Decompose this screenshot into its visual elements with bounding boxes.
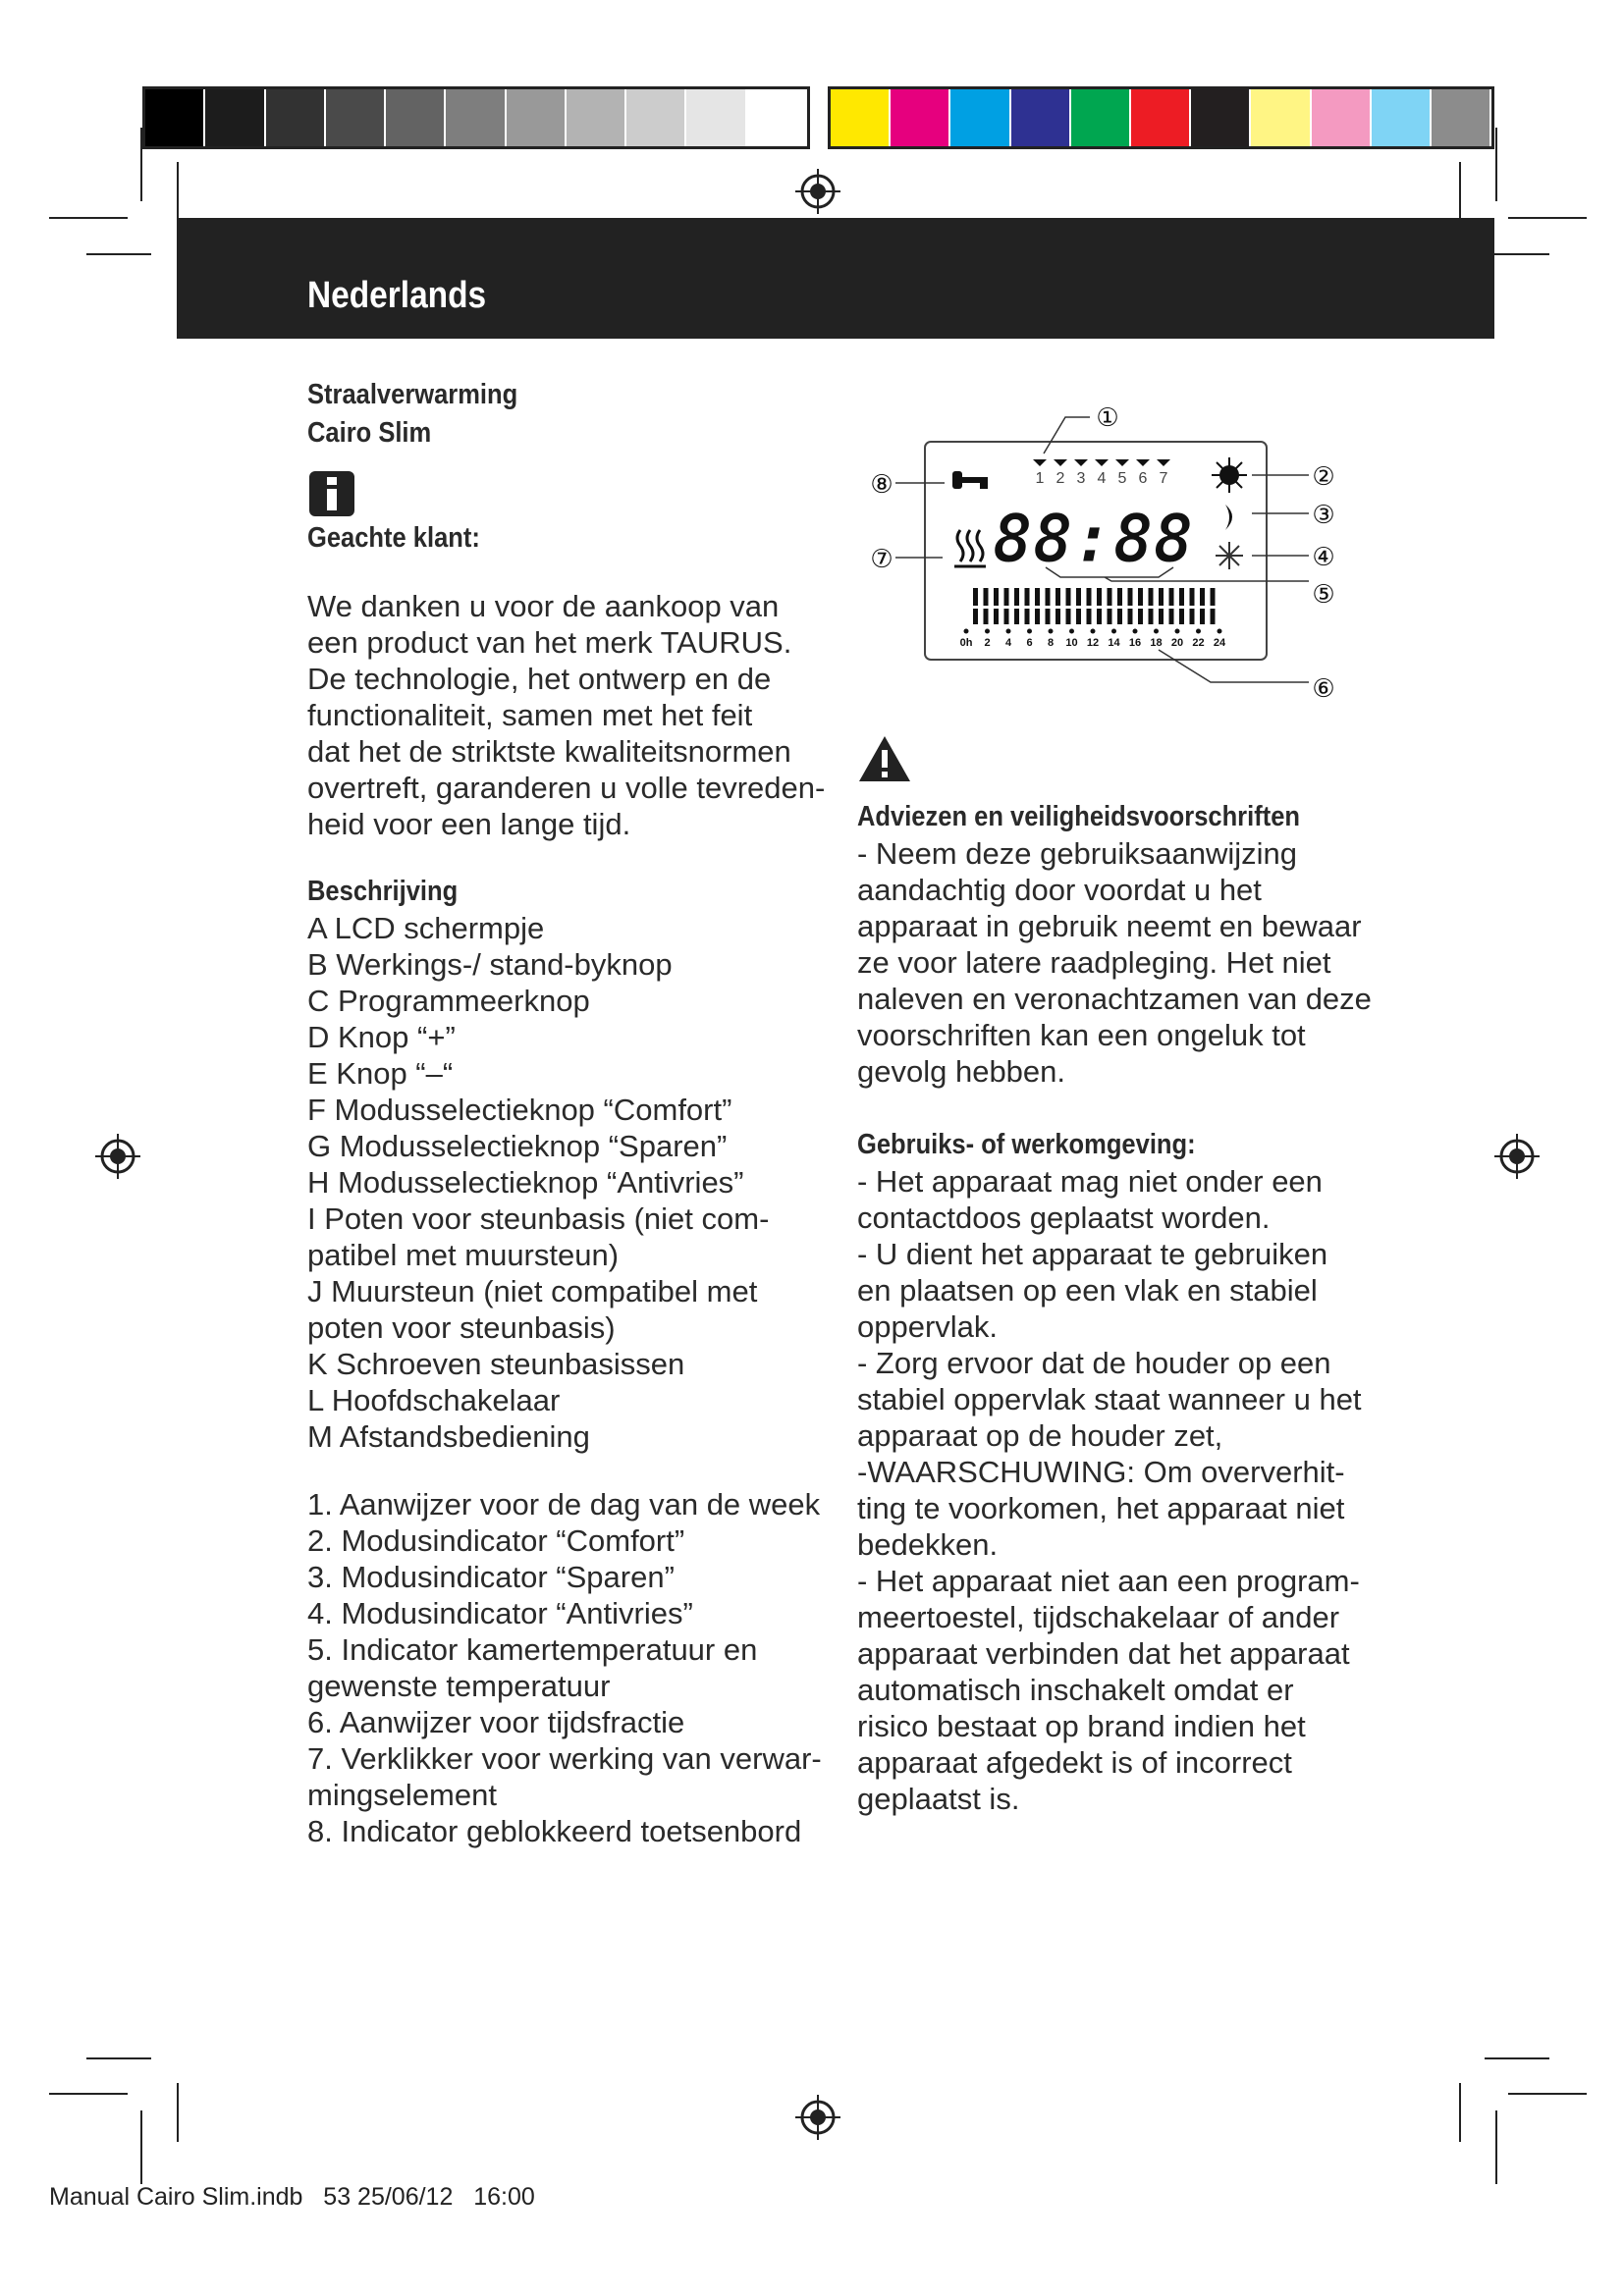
day-pointer-icon	[1033, 459, 1047, 466]
safety-line: gevolg hebben.	[857, 1054, 1066, 1089]
crop-mark	[1485, 2057, 1549, 2059]
time-segment	[1066, 588, 1071, 606]
crop-mark	[86, 2057, 151, 2059]
day-label: 3	[1076, 470, 1086, 487]
time-segment	[1004, 588, 1009, 606]
time-segment	[1117, 588, 1122, 606]
crop-mark	[140, 128, 142, 201]
parts-list-item: F Modusselectieknop “Comfort”	[307, 1093, 732, 1127]
lcd-diagram	[854, 393, 1365, 717]
safety-line: apparaat in gebruik neemt en bewaar	[857, 909, 1362, 943]
hour-label: 2	[984, 637, 991, 649]
hour-dot	[1154, 629, 1159, 634]
time-segment	[1190, 588, 1195, 606]
parts-list-item: H Modusselectieknop “Antivries”	[307, 1165, 744, 1200]
environment-line: - Het apparaat mag niet onder een	[857, 1164, 1323, 1199]
intro-line: heid voor een lange tijd.	[307, 807, 631, 841]
hour-label: 8	[1047, 637, 1055, 649]
color-swatch	[1191, 89, 1251, 146]
time-segment	[984, 588, 989, 606]
color-swatch	[747, 89, 807, 146]
time-segment	[1138, 588, 1143, 606]
safety-line: naleven en veronachtzamen van deze	[857, 982, 1372, 1016]
time-segment	[1097, 588, 1102, 606]
heating-icon	[954, 530, 986, 566]
indicator-list-item: 5. Indicator kamertemperatuur en	[307, 1632, 758, 1667]
callout-number: ③	[1312, 501, 1335, 530]
time-segment	[973, 609, 978, 624]
callout-number: ①	[1096, 403, 1119, 433]
hour-dot	[1218, 629, 1222, 634]
environment-line: automatisch inschakelt omdat er	[857, 1673, 1294, 1707]
time-segment	[1159, 588, 1164, 606]
hour-label: 24	[1213, 637, 1226, 649]
indicator-list-item: 4. Modusindicator “Antivries”	[307, 1596, 693, 1630]
hour-dot	[1069, 629, 1074, 634]
left-column	[307, 377, 826, 1849]
crop-mark	[140, 2110, 142, 2184]
indicator-list-item: 2. Modusindicator “Comfort”	[307, 1523, 685, 1558]
indicator-list-item: 6. Aanwijzer voor tijdsfractie	[307, 1705, 685, 1739]
day-label: 4	[1097, 470, 1107, 487]
time-segment	[1056, 609, 1060, 624]
time-segment	[1117, 609, 1122, 624]
time-segment	[1128, 588, 1133, 606]
intro-line: We danken u voor de aankoop van	[307, 589, 780, 623]
indicator-list-item: 1. Aanwijzer voor de dag van de week	[307, 1487, 821, 1522]
environment-line: meertoestel, tijdschakelaar of ander	[857, 1600, 1340, 1634]
callout-number: ⑦	[870, 545, 893, 574]
sun-icon	[1212, 457, 1247, 493]
time-segment	[1179, 588, 1184, 606]
time-segment	[1200, 609, 1205, 624]
hour-label: 22	[1192, 637, 1205, 649]
registration-mark-icon	[793, 167, 842, 216]
time-segment	[1149, 609, 1154, 624]
environment-line: geplaatst is.	[857, 1782, 1020, 1816]
process-color-bar	[828, 86, 1494, 149]
time-segment	[1108, 588, 1112, 606]
time-segment	[1076, 609, 1081, 624]
environment-line: oppervlak.	[857, 1309, 999, 1344]
print-slug: Manual Cairo Slim.indb 53 25/06/12 16:00	[49, 2183, 535, 2211]
day-label: 7	[1159, 470, 1168, 487]
indicator-list-item: mingselement	[307, 1778, 497, 1812]
time-segment	[1014, 588, 1019, 606]
time-segment	[1149, 588, 1154, 606]
parts-list-item: patibel met muursteun)	[307, 1238, 620, 1272]
color-swatch	[446, 89, 506, 146]
time-segment	[984, 609, 989, 624]
environment-line: - U dient het apparaat te gebruiken	[857, 1237, 1328, 1271]
day-label: 6	[1138, 470, 1148, 487]
right-column	[857, 734, 1372, 1817]
time-segment	[1179, 609, 1184, 624]
time-segment	[1169, 588, 1174, 606]
crop-mark	[1495, 128, 1497, 201]
callout-number: ⑧	[870, 470, 893, 500]
time-segment	[1087, 588, 1092, 606]
callout-number: ⑤	[1312, 580, 1335, 610]
environment-heading: Gebruiks- of werkomgeving:	[857, 1129, 1196, 1160]
language-title: Nederlands	[307, 275, 487, 316]
safety-line: ze voor latere raadpleging. Het niet	[857, 945, 1331, 980]
hour-dot	[1091, 629, 1096, 634]
intro-line: overtreft, garanderen u volle tevreden-	[307, 771, 826, 805]
environment-line: - Het apparaat niet aan een program-	[857, 1564, 1360, 1598]
hour-label: 0h	[959, 637, 973, 649]
hour-label: 14	[1108, 637, 1120, 649]
hour-dot	[1111, 629, 1116, 634]
parts-list-item: G Modusselectieknop “Sparen”	[307, 1129, 728, 1163]
crop-mark	[49, 2093, 128, 2095]
keylock-icon	[952, 471, 988, 489]
indicator-list-item: 8. Indicator geblokkeerd toetsenbord	[307, 1814, 802, 1848]
intro-line: dat het de striktste kwaliteitsnormen	[307, 734, 791, 769]
environment-line: contactdoos geplaatst worden.	[857, 1201, 1271, 1235]
intro-line: De technologie, het ontwerp en de	[307, 662, 772, 696]
hour-label: 18	[1150, 637, 1163, 649]
time-segment	[1025, 588, 1030, 606]
snowflake-icon	[1216, 542, 1243, 569]
time-segment	[1056, 588, 1060, 606]
parts-list-item: K Schroeven steunbasissen	[307, 1347, 685, 1381]
hour-dot	[985, 629, 990, 634]
day-label: 5	[1117, 470, 1127, 487]
hour-dot	[1006, 629, 1011, 634]
color-swatch	[891, 89, 950, 146]
registration-mark-icon	[1492, 1132, 1542, 1181]
color-swatch	[266, 89, 326, 146]
time-segment	[1087, 609, 1092, 624]
crop-mark	[1495, 2110, 1497, 2184]
intro-line: functionaliteit, samen met het feit	[307, 698, 753, 732]
crop-mark	[49, 217, 128, 219]
callout-number: ④	[1312, 543, 1335, 572]
hour-dot	[964, 629, 969, 634]
registration-mark-icon	[93, 1132, 142, 1181]
color-swatch	[831, 89, 891, 146]
hour-label: 4	[1004, 637, 1012, 649]
environment-line: apparaat op de houder zet,	[857, 1418, 1223, 1453]
hour-dot	[1175, 629, 1180, 634]
time-segment	[1128, 609, 1133, 624]
color-swatch	[326, 89, 386, 146]
product-type: Straalverwarming	[307, 379, 518, 410]
hour-dot	[1133, 629, 1138, 634]
crop-mark	[1508, 2093, 1587, 2095]
color-swatch	[1131, 89, 1191, 146]
registration-mark-icon	[793, 2093, 842, 2142]
environment-line: risico bestaat op brand indien het	[857, 1709, 1306, 1743]
crop-mark	[1508, 217, 1587, 219]
grey-color-bar	[142, 86, 810, 149]
hour-dot	[1049, 629, 1054, 634]
time-segment	[1014, 609, 1019, 624]
description-heading: Beschrijving	[307, 876, 459, 907]
color-swatch	[567, 89, 626, 146]
greeting: Geachte klant:	[307, 522, 480, 554]
indicator-list	[307, 1486, 822, 1849]
environment-line: stabiel oppervlak staat wanneer u het	[857, 1382, 1362, 1416]
indicator-list-item: gewenste temperatuur	[307, 1669, 611, 1703]
hour-label: 12	[1086, 637, 1100, 649]
color-swatch	[1071, 89, 1131, 146]
hour-label: 6	[1026, 637, 1033, 649]
time-segment	[1138, 609, 1143, 624]
day-label: 2	[1056, 470, 1065, 487]
product-name: Cairo Slim	[307, 417, 432, 449]
time-segment	[1200, 588, 1205, 606]
indicator-list-item: 7. Verklikker voor werking van verwar-	[307, 1741, 822, 1776]
indicator-list-item: 3. Modusindicator “Sparen”	[307, 1560, 675, 1594]
environment-line: apparaat afgedekt is of incorrect	[857, 1745, 1292, 1780]
hour-dot	[1027, 629, 1032, 634]
day-label: 1	[1035, 470, 1045, 487]
parts-list-item: I Poten voor steunbasis (niet com-	[307, 1201, 770, 1236]
crop-mark	[1459, 162, 1461, 221]
hour-dot	[1196, 629, 1201, 634]
parts-list-item: J Muursteun (niet compatibel met	[307, 1274, 758, 1308]
moon-icon	[1225, 505, 1232, 530]
time-segment	[1066, 609, 1071, 624]
parts-list-item: E Knop “–“	[307, 1056, 454, 1091]
warning-icon	[857, 734, 912, 783]
crop-mark	[1459, 2083, 1461, 2142]
time-segment	[1159, 609, 1164, 624]
info-icon	[307, 469, 356, 518]
environment-text	[857, 1163, 1368, 1817]
color-swatch	[1312, 89, 1372, 146]
day-pointer-icon	[1136, 459, 1150, 466]
day-pointer-icon	[1074, 459, 1088, 466]
time-segment	[1035, 588, 1040, 606]
parts-list	[307, 910, 818, 1455]
day-pointer-icon	[1157, 459, 1170, 466]
parts-list-item: M Afstandsbediening	[307, 1419, 590, 1454]
time-segment	[1076, 588, 1081, 606]
parts-list-item: A LCD schermpje	[307, 911, 545, 945]
callout-number: ②	[1312, 462, 1335, 492]
time-segment	[1046, 588, 1051, 606]
time-segment	[1035, 609, 1040, 624]
color-swatch	[145, 89, 205, 146]
color-swatch	[205, 89, 265, 146]
intro-paragraph	[307, 588, 826, 842]
color-swatch	[1011, 89, 1071, 146]
time-segment	[973, 588, 978, 606]
color-swatch	[626, 89, 686, 146]
parts-list-item: poten voor steunbasis)	[307, 1310, 616, 1345]
callout-number: ⑥	[1312, 674, 1335, 704]
time-segment	[1190, 609, 1195, 624]
day-pointer-icon	[1054, 459, 1067, 466]
intro-line: een product van het merk TAURUS.	[307, 625, 792, 660]
time-segment	[1211, 588, 1216, 606]
environment-line: apparaat verbinden dat het apparaat	[857, 1636, 1350, 1671]
color-swatch	[1372, 89, 1432, 146]
environment-line: en plaatsen op een vlak en stabiel	[857, 1273, 1318, 1308]
crop-mark	[177, 162, 179, 221]
parts-list-item: B Werkings-/ stand-byknop	[307, 947, 673, 982]
environment-line: - Zorg ervoor dat de houder op een	[857, 1346, 1331, 1380]
safety-heading: Adviezen en veiligheidsvoorschriften	[857, 801, 1300, 832]
day-pointer-icon	[1095, 459, 1109, 466]
time-segment	[994, 609, 999, 624]
day-pointer-icon	[1115, 459, 1129, 466]
time-segment	[1169, 609, 1174, 624]
crop-mark	[177, 2083, 179, 2142]
environment-line: -WAARSCHUWING: Om oververhit-	[857, 1455, 1345, 1489]
time-segment	[1108, 609, 1112, 624]
environment-line: ting te voorkomen, het apparaat niet	[857, 1491, 1345, 1525]
safety-line: - Neem deze gebruiksaanwijzing	[857, 836, 1298, 871]
parts-list-item: D Knop “+”	[307, 1020, 456, 1054]
time-segment	[1004, 609, 1009, 624]
time-segment	[1211, 609, 1216, 624]
time-segment	[1097, 609, 1102, 624]
color-swatch	[1251, 89, 1311, 146]
environment-line: bedekken.	[857, 1527, 999, 1562]
color-swatch	[686, 89, 746, 146]
color-swatch	[507, 89, 567, 146]
time-segment	[1046, 609, 1051, 624]
parts-list-item: C Programmeerknop	[307, 984, 590, 1018]
color-swatch	[386, 89, 446, 146]
crop-mark	[86, 253, 151, 255]
time-segment	[994, 588, 999, 606]
language-header	[177, 218, 1494, 339]
safety-text	[857, 835, 1372, 1090]
hour-label: 20	[1170, 637, 1184, 649]
safety-line: aandachtig door voordat u het	[857, 873, 1262, 907]
lcd-digits: 88:88	[992, 501, 1194, 578]
safety-line: voorschriften kan een ongeluk tot	[857, 1018, 1306, 1052]
time-segment	[1025, 609, 1030, 624]
hour-label: 16	[1128, 637, 1142, 649]
color-swatch	[1432, 89, 1491, 146]
hour-label: 10	[1065, 637, 1078, 649]
color-swatch	[950, 89, 1010, 146]
parts-list-item: L Hoofdschakelaar	[307, 1383, 561, 1417]
